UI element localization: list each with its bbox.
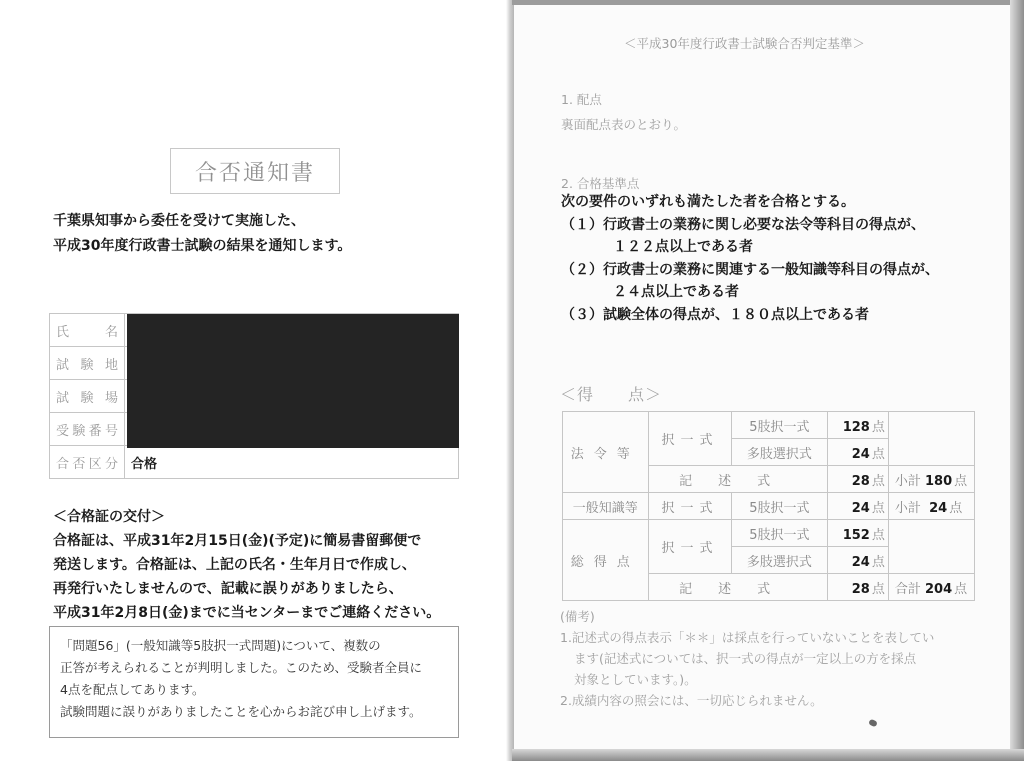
score-cell [827, 493, 888, 520]
table-row [563, 520, 975, 547]
score-value: 24 [851, 446, 870, 462]
total-cell [888, 574, 974, 601]
remarks-section [560, 606, 934, 711]
table-row [563, 412, 975, 439]
info-label-exam-region: 試験地 [50, 347, 125, 380]
criteria-line: 次の要件のいずれも満たした者を合格とする。 [561, 194, 855, 210]
score-unit: 点 [949, 500, 963, 516]
criteria-line: ２４点以上である者 [613, 284, 739, 300]
score-unit: 点 [871, 527, 885, 543]
score-unit: 点 [871, 446, 885, 462]
score-unit: 点 [954, 473, 968, 489]
remarks-line: 1.記述式の得点表示「＊＊」は採点を行っていないことを表してい [560, 630, 935, 645]
score-cell [827, 466, 888, 493]
score-value: 128 [842, 419, 870, 435]
type-kijutsu: 記述式 [648, 574, 827, 601]
certificate-line: 合格証は、平成31年2月15日(金)(予定)に簡易書留郵便で [53, 533, 422, 549]
score-heading: ＜得 点＞ [560, 385, 663, 404]
score-unit: 点 [871, 581, 885, 597]
subtype-goshi: 5肢択一式 [732, 412, 827, 439]
score-table [562, 411, 975, 601]
blank-cell [888, 520, 974, 574]
certificate-line: 平成31年2月8日(金)までに当センターまでご連絡ください。 [53, 605, 441, 621]
page-gutter [506, 0, 514, 761]
table-row [563, 493, 975, 520]
info-label-exam-number: 受験番号 [50, 413, 125, 446]
score-cell [827, 547, 888, 574]
remarks-heading: (備考) [560, 609, 595, 624]
notice-line: 正答が考えられることが判明しました。このため、受験者全員に [60, 660, 423, 675]
total-value: 204 [925, 581, 953, 597]
subtotal-label: 小計 [894, 473, 921, 489]
criteria-line: （２）行政書士の業務に関連する一般知識等科目の得点が、 [561, 261, 939, 278]
score-unit: 点 [954, 581, 968, 597]
subtotal-cell [888, 493, 974, 520]
type-takuitsu: 択一式 [648, 493, 732, 520]
section1-heading: 1. 配点 [561, 92, 602, 107]
certificate-heading: ＜合格証の交付＞ [53, 509, 165, 525]
score-unit: 点 [871, 473, 885, 489]
section1-body: 裏面配点表のとおり。 [561, 117, 687, 132]
certificate-line: 発送します。合格証は、上記の氏名・生年月日で作成し、 [53, 557, 416, 573]
subtotal-label: 小計 [894, 500, 921, 516]
subtotal-value: 24 [929, 500, 948, 516]
criteria-title: ＜平成30年度行政書士試験合否判定基準＞ [624, 36, 865, 51]
score-cell [827, 412, 888, 439]
subtotal-value: 180 [925, 473, 953, 489]
remarks-line: 対象としています。)。 [574, 672, 697, 687]
info-label-result: 合否区分 [50, 446, 125, 479]
paper-edge-bottom [512, 749, 1024, 761]
info-row-result [50, 446, 459, 479]
type-kijutsu: 記述式 [648, 466, 827, 493]
type-takuitsu: 択一式 [648, 412, 732, 466]
pass-status-value: 合格 [125, 446, 459, 479]
criteria-line: （１）行政書士の業務に関し必要な法令等科目の得点が、 [561, 216, 925, 233]
remarks-line: 2.成績内容の照会には、一切応じられません。 [560, 693, 823, 708]
total-label: 合計 [894, 581, 921, 597]
certificate-line: 再発行いたしませんので、記載に誤りがありましたら、 [53, 581, 403, 597]
score-cell [827, 439, 888, 466]
score-cell [827, 520, 888, 547]
blank-cell [888, 412, 974, 466]
score-value: 28 [851, 581, 870, 597]
notice-title: 合否通知書 [170, 148, 340, 194]
intro-line: 千葉県知事から委任を受けて実施した、 [53, 213, 305, 229]
notice-line: 試験問題に誤りがありましたことを心からお詫び申し上げます。 [60, 704, 422, 719]
score-unit: 点 [871, 554, 885, 570]
score-unit: 点 [871, 500, 885, 516]
criteria-line: １２２点以上である者 [613, 239, 753, 255]
notice-line: 「問題56」(一般知識等5肢択一式問題)について、複数の [60, 638, 381, 653]
score-value: 152 [842, 527, 870, 543]
intro-text [53, 209, 351, 259]
info-label-name: 氏名 [50, 314, 125, 347]
score-unit: 点 [871, 419, 885, 435]
certificate-section [53, 505, 440, 625]
paper-edge-right [1010, 0, 1024, 761]
category-ippan: 一般知識等 [563, 493, 649, 520]
intro-line: 平成30年度行政書士試験の結果を通知します。 [53, 238, 352, 254]
notice-line: 4点を配点してあります。 [60, 682, 205, 697]
subtype-tashi: 多肢選択式 [732, 439, 827, 466]
criteria-line: （３）試験全体の得点が、１８０点以上である者 [561, 306, 869, 323]
score-value: 28 [851, 473, 870, 489]
subtype-goshi: 5肢択一式 [732, 520, 827, 547]
pass-criteria-list [561, 191, 939, 326]
score-value: 24 [851, 500, 870, 516]
remarks-line: ます(記述式については、択一式の得点が一定以上の方を採点 [574, 651, 917, 666]
category-total: 総得点 [563, 520, 649, 601]
subtotal-cell [888, 466, 974, 493]
type-takuitsu: 択一式 [648, 520, 732, 574]
subtype-goshi: 5肢択一式 [732, 493, 827, 520]
score-cell [827, 574, 888, 601]
paper-edge-top [512, 0, 1024, 5]
info-label-exam-site: 試験場 [50, 380, 125, 413]
redaction-block [127, 314, 459, 448]
category-houreitou: 法令等 [563, 412, 649, 493]
score-value: 24 [851, 554, 870, 570]
question-56-notice-box [49, 626, 459, 738]
subtype-tashi: 多肢選択式 [732, 547, 827, 574]
section2-heading: 2. 合格基準点 [561, 176, 640, 191]
